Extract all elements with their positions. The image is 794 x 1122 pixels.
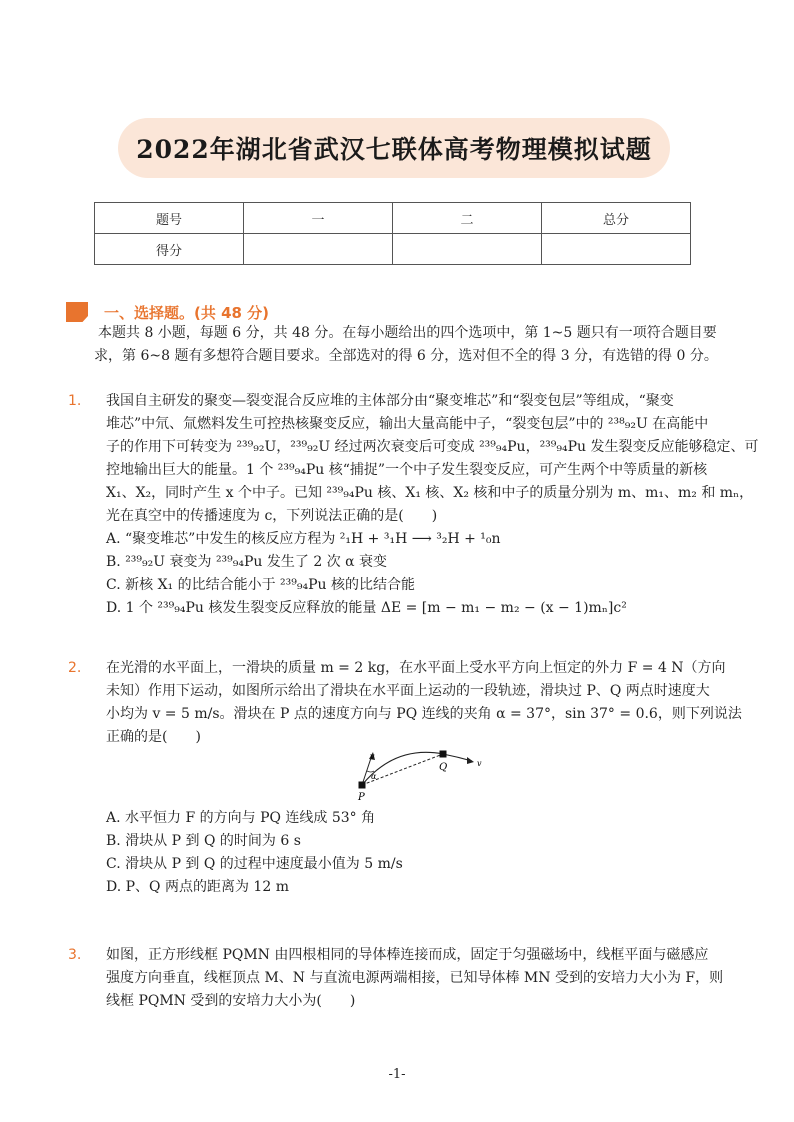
question-number: 3.: [68, 947, 82, 963]
score-table: [94, 202, 691, 265]
trajectory-figure: [350, 745, 490, 803]
stem-line: 如图，正方形线框 PQMN 由四根相同的导体棒连接而成，固定于匀强磁场中，线框平面与磁感应: [106, 947, 709, 963]
table-cell: 得分: [95, 234, 244, 265]
page-title: 2022年湖北省武汉七联体高考物理模拟试题: [136, 135, 652, 164]
question-3-stem: [106, 944, 723, 1013]
label-alpha: α: [371, 772, 377, 781]
stem-line: 小均为 v = 5 m/s。滑块在 P 点的速度方向与 PQ 连线的夹角 α = 37°，sin 37° = 0.6，则下列说法: [106, 706, 742, 722]
section-intro: [96, 322, 718, 368]
page-number: -1-: [388, 1067, 406, 1082]
stem-line: 子的作用下可转变为 ²³⁹₉₂U，²³⁹₉₂U 经过两次衰变后可变成 ²³⁹₉₄Pu，²³⁹₉₄Pu 发生裂变反应能够稳定、可: [106, 439, 759, 455]
stem-line: 堆芯”中氘、氚燃料发生可控热核聚变反应，输出大量高能中子，“裂变包层”中的 ²³⁸₉₂U 在高能中: [106, 416, 709, 432]
table-cell: 二: [393, 203, 542, 234]
stem-line: 在光滑的水平面上，一滑块的质量 m = 2 kg，在水平面上受水平方向上恒定的外力 F = 4 N（方向: [106, 660, 726, 676]
stem-line: 我国自主研发的聚变—裂变混合反应堆的主体部分由“聚变堆芯”和“裂变包层”等组成，“聚变: [106, 393, 674, 409]
option-a[interactable]: A. 水平恒力 F 的方向与 PQ 连线成 53° 角: [106, 810, 376, 826]
table-cell: [542, 234, 691, 265]
option-b[interactable]: B. 滑块从 P 到 Q 的时间为 6 s: [106, 833, 301, 849]
point-p-block: [359, 782, 366, 789]
intro-line: 求，第 6~8 题有多想符合题目要求。全部选对的得 6 分，选对但不全的得 3 分，有选错的得 0 分。: [94, 348, 718, 364]
stem-line: X₁、X₂，同时产生 x 个中子。已知 ²³⁹₉₄Pu 核、X₁ 核、X₂ 核和中子的质量分别为 m、m₁、m₂ 和 mₙ，: [106, 485, 754, 501]
label-v-p: v: [370, 752, 375, 761]
table-cell: 总分: [542, 203, 691, 234]
question-2-stem: [106, 657, 742, 749]
table-cell: 一: [244, 203, 393, 234]
stem-line: 强度方向垂直，线框顶点 M、N 与直流电源两端相接，已知导体棒 MN 受到的安培力大小为 F，则: [106, 970, 724, 986]
label-v-q: v: [477, 759, 482, 768]
table-cell: [244, 234, 393, 265]
question-2-options: [106, 807, 403, 899]
point-q-block: [440, 751, 447, 758]
option-c[interactable]: C. 新核 X₁ 的比结合能小于 ²³⁹₉₄Pu 核的比结合能: [106, 577, 415, 593]
stem-line: 线框 PQMN 受到的安培力大小为( ): [106, 993, 356, 1009]
stem-line: 正确的是( ): [106, 729, 201, 745]
table-row: [95, 203, 691, 234]
arrowhead-icon: [467, 757, 474, 764]
option-d[interactable]: D. P、Q 两点的距离为 12 m: [106, 879, 289, 895]
option-a[interactable]: A. “聚变堆芯”中发生的核反应方程为 ²₁H + ³₁H ⟶ ³₂H + ¹₀n: [106, 531, 501, 547]
section-title: 一、选择题。(共 48 分): [104, 304, 270, 322]
question-1-stem: [106, 390, 759, 620]
label-p: P: [358, 792, 365, 803]
table-cell: [393, 234, 542, 265]
table-cell: 题号: [95, 203, 244, 234]
option-b[interactable]: B. ²³⁹₉₂U 衰变为 ²³⁹₉₄Pu 发生了 2 次 α 衰变: [106, 554, 388, 570]
stem-line: 未知）作用下运动，如图所示给出了滑块在水平面上运动的一段轨迹，滑块过 P、Q 两点时速度大: [106, 683, 710, 699]
question-number: 1.: [68, 393, 82, 409]
option-c[interactable]: C. 滑块从 P 到 Q 的过程中速度最小值为 5 m/s: [106, 856, 403, 872]
table-row: [95, 234, 691, 265]
section-marker-icon: [66, 302, 88, 322]
label-q: Q: [439, 762, 448, 773]
intro-line: 本题共 8 小题，每题 6 分，共 48 分。在每小题给出的四个选项中，第 1~5 题只有一项符合题目要: [98, 325, 717, 341]
stem-line: 控地输出巨大的能量。1 个 ²³⁹₉₄Pu 核“捕捉”一个中子发生裂变反应，可产生两个中等质量的新核: [106, 462, 708, 478]
option-d[interactable]: D. 1 个 ²³⁹₉₄Pu 核发生裂变反应释放的能量 ΔE = [m − m₁ − m₂ − (x − 1)mₙ]c²: [106, 600, 627, 616]
question-number: 2.: [68, 660, 82, 676]
stem-line: 光在真空中的传播速度为 c，下列说法正确的是( ): [106, 508, 438, 524]
